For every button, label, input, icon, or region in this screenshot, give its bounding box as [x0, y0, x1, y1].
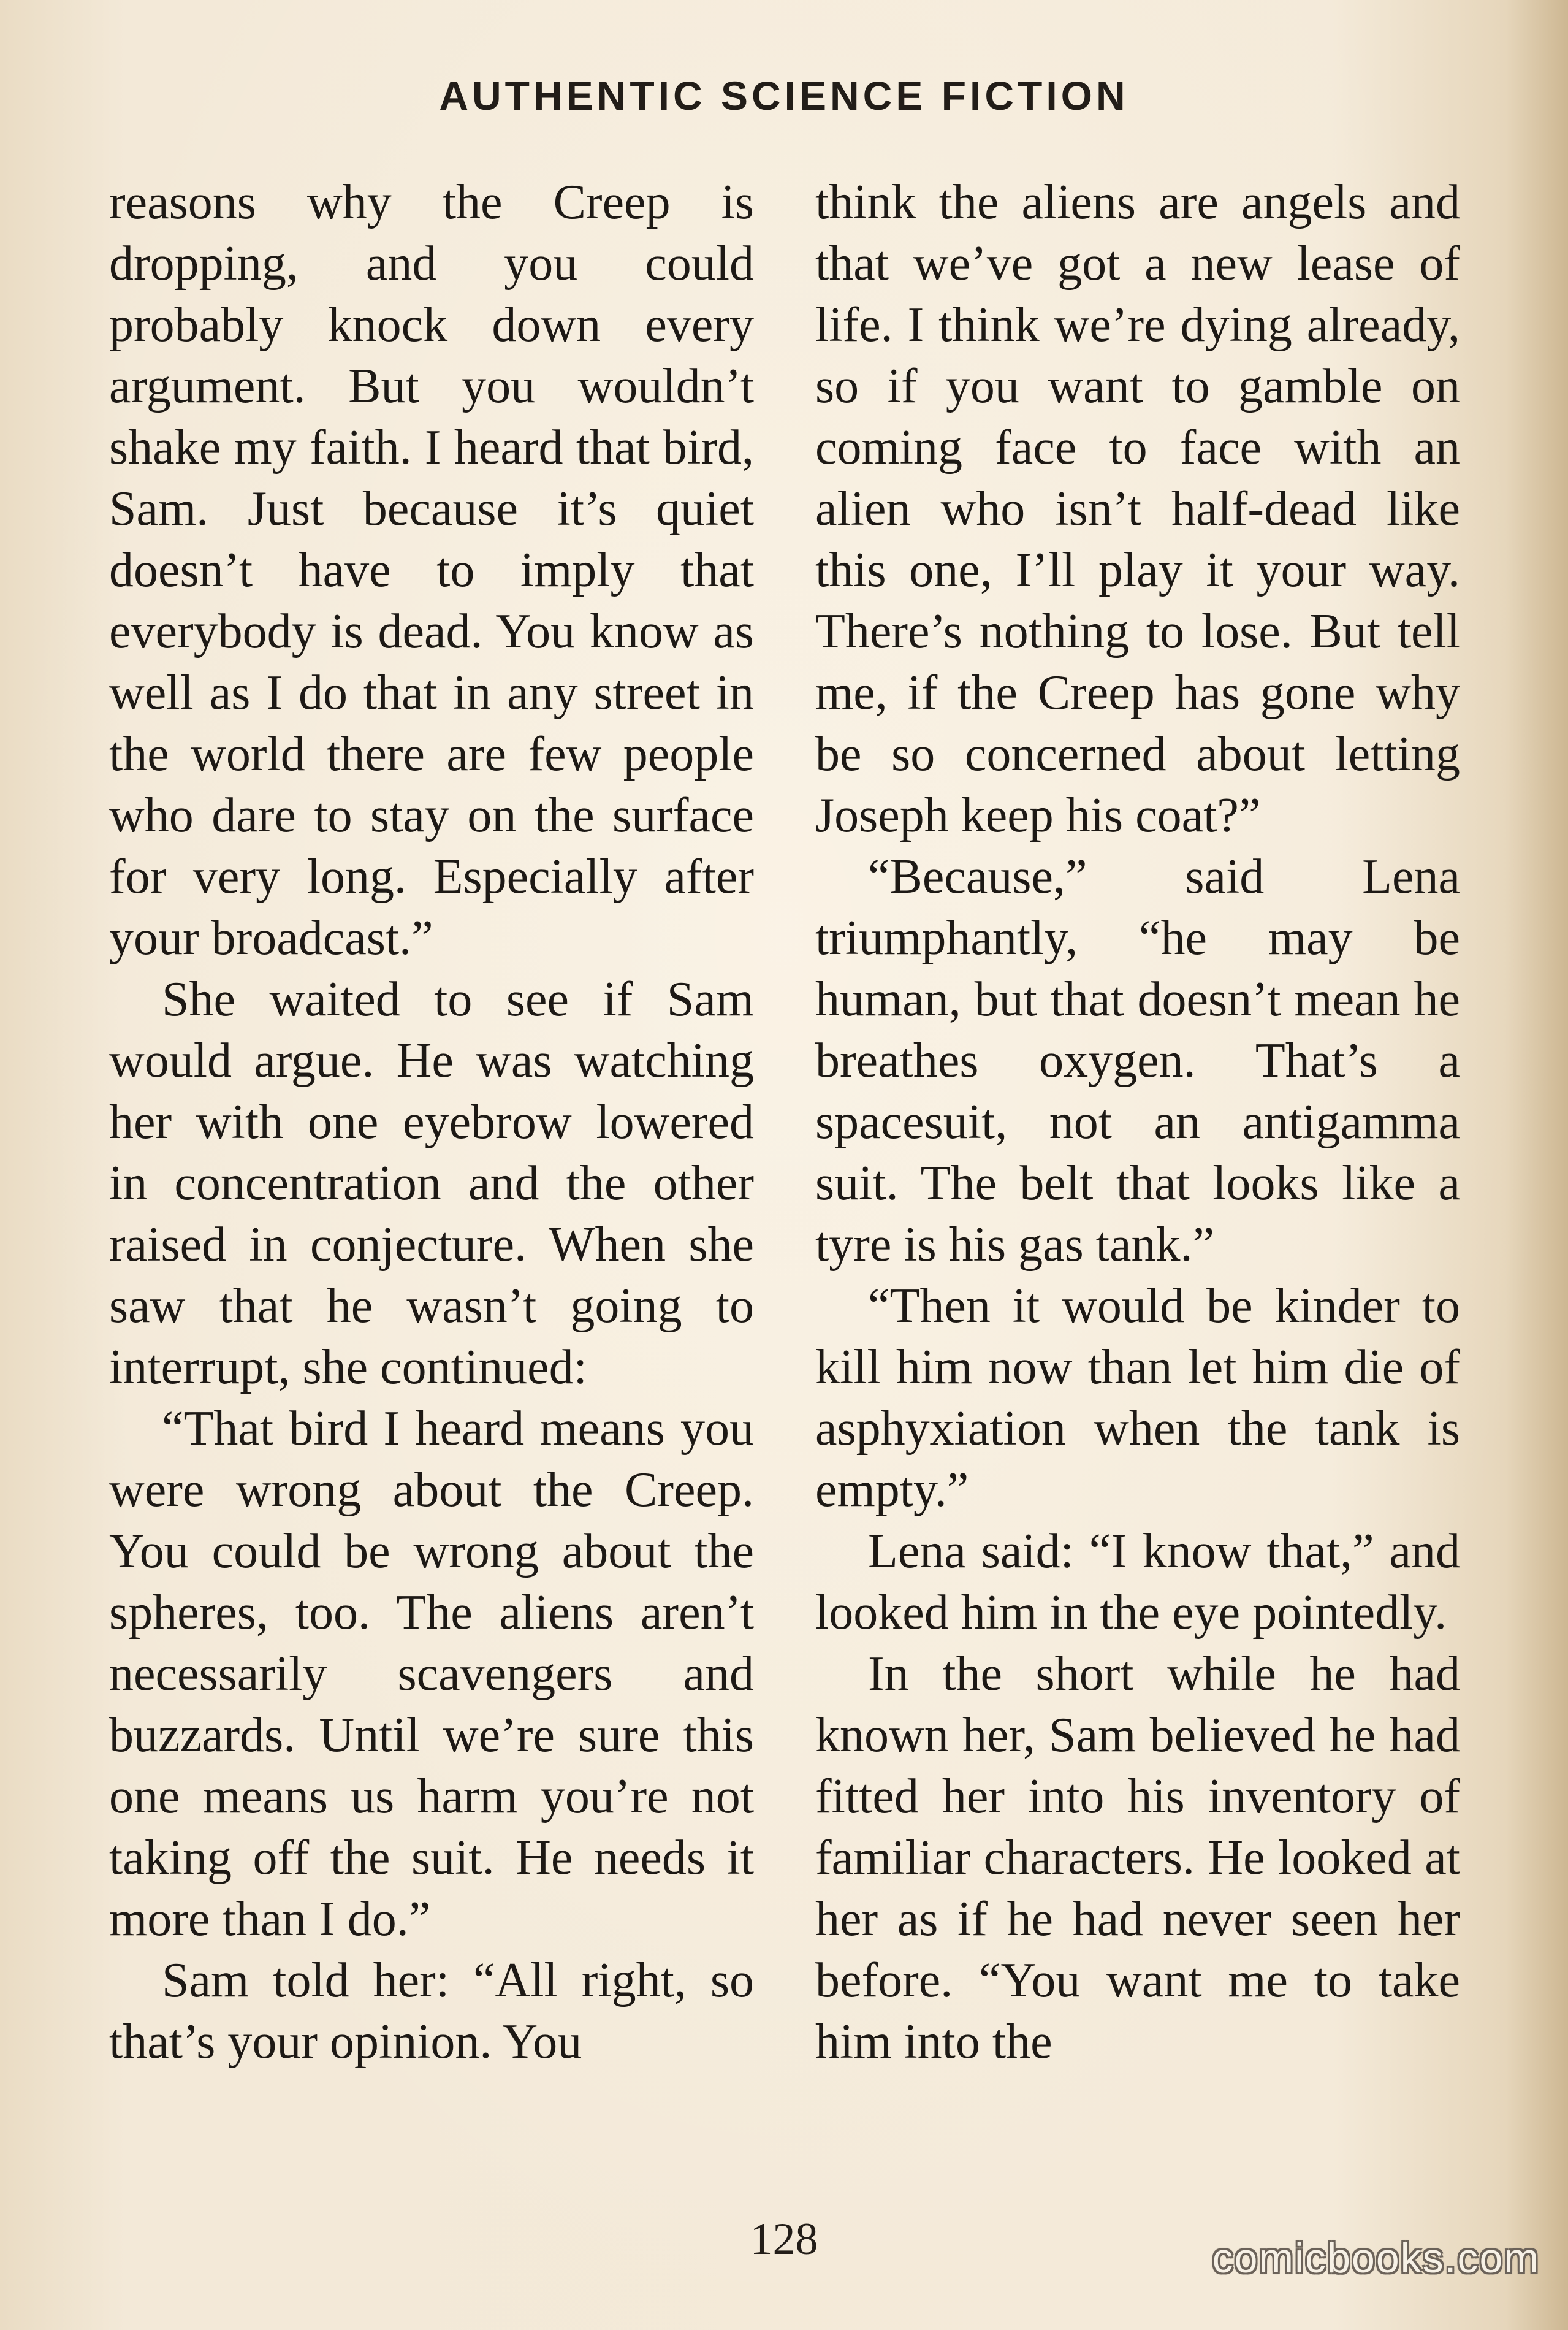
page-number: 128	[750, 2214, 818, 2264]
paragraph: reasons why the Creep is dropping, and you could probably knock down every argument. But you wouldn’t shake my faith. I heard that bird, Sam. Just because it’s quiet doesn’t have to imply that everybody is dead. You know as well as I do that in any street in the world there are few people who dare to stay on the surface for very long. Especially after your broadcast.”	[109, 175, 754, 965]
paragraph: She waited to see if Sam would argue. He was watching her with one eyebrow lowered in concentration and the other raised in conjecture. When she saw that he wasn’t going to interrupt, she continued:	[109, 972, 754, 1394]
paragraph: Sam told her: “All right, so that’s your opinion. You	[109, 1954, 754, 2069]
text-column-left	[109, 172, 754, 2072]
running-head: AUTHENTIC SCIENCE FICTION	[439, 73, 1129, 118]
paragraph: “Because,” said Lena triumphantly, “he may be human, but that doesn’t mean he breathes oxygen. That’s a spacesuit, not an antigamma suit. The belt that looks like a tyre is his gas tank.”	[815, 850, 1460, 1272]
paragraph: “That bird I heard means you were wrong about the Creep. You could be wrong about the spheres, too. The aliens aren’t necessarily scavengers and buzzards. Until we’re sure this one means us harm you’re not taking off the suit. He needs it more than I do.”	[109, 1402, 754, 1946]
text-column-right	[815, 172, 1460, 2072]
paragraph: think the aliens are angels and that we’ve got a new lease of life. I think we’re dying already, so if you want to gamble on coming face to face with an alien who isn’t half-dead like this one, I’ll play it your way. There’s nothing to lose. But tell me, if the Creep has gone why be so concerned about letting Joseph keep his coat?”	[815, 175, 1460, 842]
site-watermark: comicbooks.com	[1212, 2235, 1540, 2282]
paragraph: Lena said: “I know that,” and looked him in the eye pointedly.	[815, 1524, 1460, 1640]
paragraph: “Then it would be kinder to kill him now than let him die of asphyxiation when the tank is empty.”	[815, 1279, 1460, 1517]
paragraph: In the short while he had known her, Sam believed he had fitted her into his inventory of familiar characters. He looked at her as if he had never seen her before. “You want me to take him into the	[815, 1647, 1460, 2069]
